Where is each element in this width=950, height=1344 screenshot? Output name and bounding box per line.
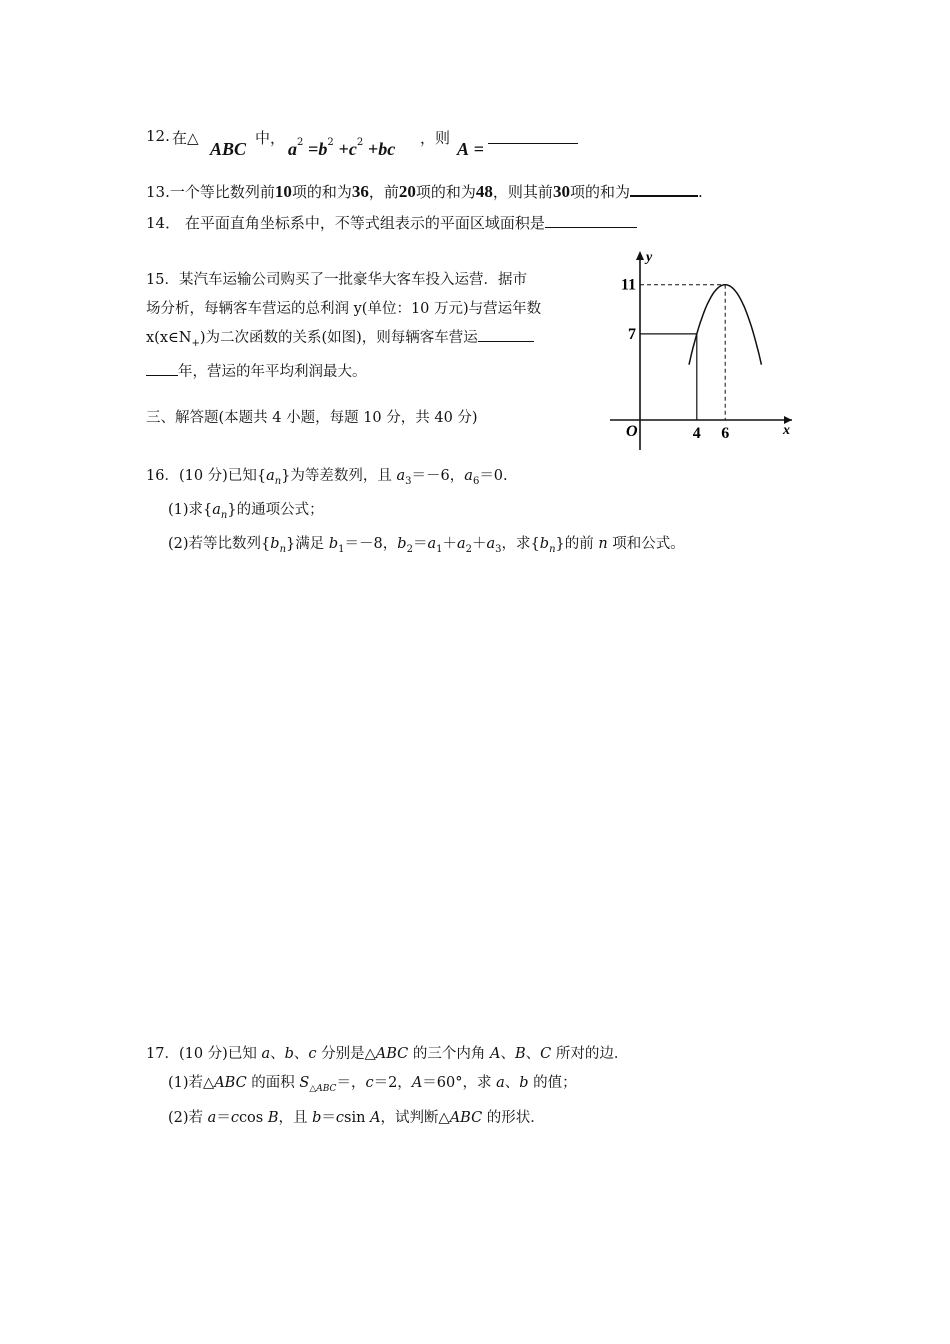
- q15-answer-blank-a[interactable]: [478, 329, 534, 342]
- q15-graph: [600, 245, 800, 460]
- q13-number: 13.: [146, 183, 170, 201]
- x-axis-label: x: [783, 423, 790, 438]
- x-tick-label-4: 4: [692, 425, 701, 442]
- q14-number: 14．: [146, 214, 181, 232]
- section-3-heading: 三、解答题(本题共 4 小题，每题 10 分，共 40 分): [146, 410, 478, 426]
- question-16: [146, 462, 685, 564]
- y-tick-label-11: 11: [620, 276, 636, 294]
- q12-answer: A =: [457, 139, 485, 159]
- q12-text-then: ，则: [420, 129, 451, 147]
- question-14: [146, 212, 637, 233]
- question-13: 13.一个等比数列前10项的和为36，前20项的和为48，则其前30项的和为 .: [146, 182, 703, 201]
- q17-line-2: (1)若△ABC 的面积 $S_{\triangle ABC}=$，c＝2，A＝60°，求 a、b 的值；: [168, 1075, 577, 1094]
- question-15: [146, 266, 541, 387]
- origin-label: O: [626, 423, 638, 440]
- q14-answer-blank[interactable]: [545, 213, 637, 228]
- q13-num-10: 10: [274, 182, 292, 201]
- q12-equation: $a^2 =b^2 +c^2 +bc$: [288, 137, 396, 159]
- q15-answer-blank-b[interactable]: [146, 363, 178, 376]
- q16-line-3: (2)若等比数列$\{b_n\}$满足 $b_1=-8$，$b_2=a_1+a_2+a_3$，求$\{b_n\}$的前 n 项和公式。: [168, 535, 685, 555]
- q17-line-3: (2)若 a＝ccos B，且 b＝csin A，试判断△ABC 的形状．: [168, 1109, 545, 1126]
- q15-line-1: 15．某汽车运输公司购买了一批豪华大客车投入运营．据市: [146, 272, 527, 288]
- q15-line-2: 场分析，每辆客车营运的总利润 y(单位：10 万元)与营运年数: [146, 301, 542, 317]
- question-12: [146, 125, 606, 165]
- q13-num-30: 30: [552, 182, 570, 201]
- q15-line-3: $x(x\in N_+)$为二次函数的关系(如图)，则每辆客车营运: [146, 324, 541, 358]
- q15-line-4: 年，营运的年平均利润最大。: [146, 358, 541, 387]
- q13-answer-blank[interactable]: [630, 181, 698, 197]
- parabola-curve: [689, 285, 761, 365]
- q13-num-36: 36: [351, 182, 369, 201]
- y-axis-label: y: [646, 250, 653, 265]
- q12-number: 12.: [146, 127, 170, 145]
- y-tick-label-7: 7: [628, 325, 636, 343]
- q16-line-2: (1)求$\{a_n\}$的通项公式；: [168, 501, 324, 521]
- x-tick-label-6: 6: [721, 425, 730, 442]
- q13-num-48: 48: [475, 182, 493, 201]
- q16-line-1: 16．(10 分)已知$\{a_n\}$为等差数列，且 $a_3=-6$，$a_6=0$.: [146, 468, 508, 487]
- q12-answer-blank[interactable]: [488, 125, 578, 144]
- question-17: [146, 1040, 628, 1133]
- q17-line-1: 17．(10 分)已知 a、b、c 分别是△ABC 的三个内角 A、B、C 所对的边．: [146, 1046, 629, 1062]
- q12-text-zhong: 中，: [255, 129, 286, 147]
- q14-text: 在平面直角坐标系中，不等式组表示的平面区域面积是: [184, 214, 545, 232]
- q12-triangle: ABC: [210, 139, 247, 159]
- q12-text-in: 在△: [172, 129, 199, 147]
- y-axis-arrow: [636, 251, 644, 260]
- q13-num-20: 20: [398, 182, 416, 201]
